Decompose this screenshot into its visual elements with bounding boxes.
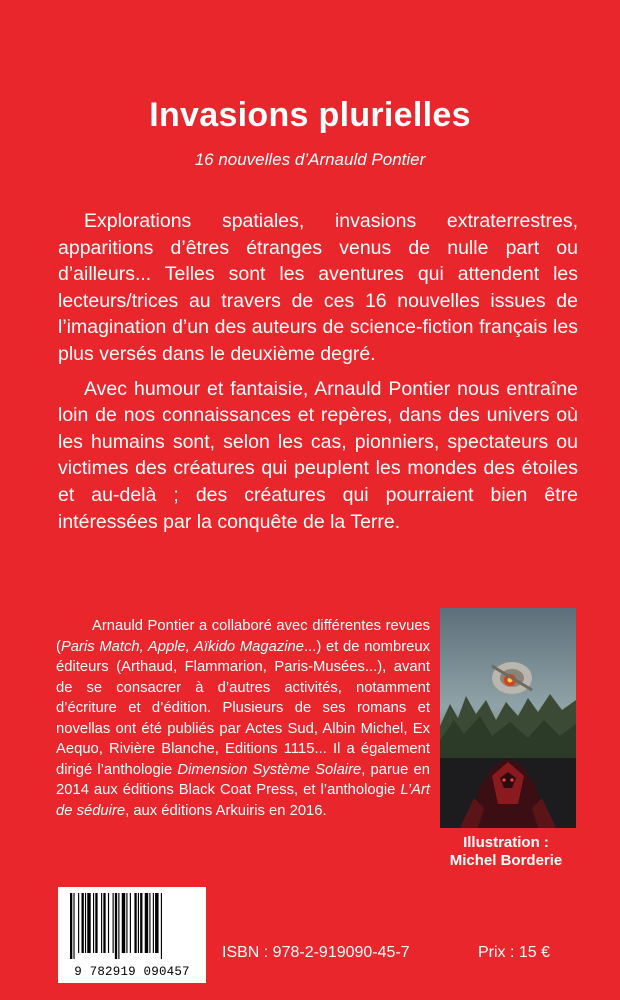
barcode-bars	[66, 893, 198, 959]
book-subtitle: 16 nouvelles d’Arnauld Pontier	[194, 150, 426, 169]
bio-revues: Paris Match, Apple, Aïkido Magazine	[60, 638, 305, 655]
blurb-paragraph-2: Avec humour et fantaisie, Arnauld Pontier nous entraîne loin de nos connaissances et repères, dans des univers où les humains sont, selon les cas, pionniers, spectateurs ou victimes des créatures qui peuplent les mondes des étoiles et au-delà ; des créatures qui pourraient bien être intéressées par la conquête de la Terre.	[58, 377, 578, 533]
back-cover-blurb	[58, 208, 578, 535]
author-bio	[56, 616, 430, 821]
author-bio-paragraph	[56, 616, 430, 821]
bio-anthology-1: Dimension Système Solaire	[177, 761, 362, 778]
barcode-digits: 9 782919 090457	[74, 965, 190, 979]
bio-text-3: , parue en 2014 aux éditions Black Coat Press, et l’anthologie	[56, 761, 430, 798]
illustration-credit	[430, 834, 582, 870]
cover-illustration	[440, 608, 576, 828]
isbn-barcode	[58, 887, 206, 983]
book-title: Invasions plurielles	[149, 96, 471, 134]
price: Prix : 15 €	[478, 944, 551, 961]
illustration-artist: Michel Borderie	[449, 852, 563, 869]
isbn-number: ISBN : 978-2-919090-45-7	[222, 944, 410, 961]
blurb-paragraph-1: Explorations spatiales, invasions extraterrestres, apparitions d’êtres étranges venus de nulle part ou d’ailleurs... Telles sont les aventures qui attendent les lecteurs/trices au travers de ces 16 nouvelles issues de l’imagination d’un des auteurs de science-fiction français les plus versés dans le deuxième degré.	[58, 210, 578, 365]
bio-text-2: ...) et de nombreux éditeurs (Arthaud, Flammarion, Paris-Musées...), avant de se consacrer à d’autres activités, notamment d’écriture et d’édition. Plusieurs de ses romans et novellas ont été publiés par Actes Sud, Albin Michel, Ex Aequo, Rivière Blanche, Editions 1115... Il a également dirigé l’anthologie	[56, 638, 430, 778]
bio-text-1: Arnauld Pontier a collaboré avec différentes revues (	[56, 618, 430, 655]
illustration-label: Illustration :	[463, 834, 549, 851]
bio-text-4: , aux éditions Arkuiris en 2016.	[125, 802, 327, 819]
bio-anthology-2: L’Art de séduire	[56, 782, 430, 819]
